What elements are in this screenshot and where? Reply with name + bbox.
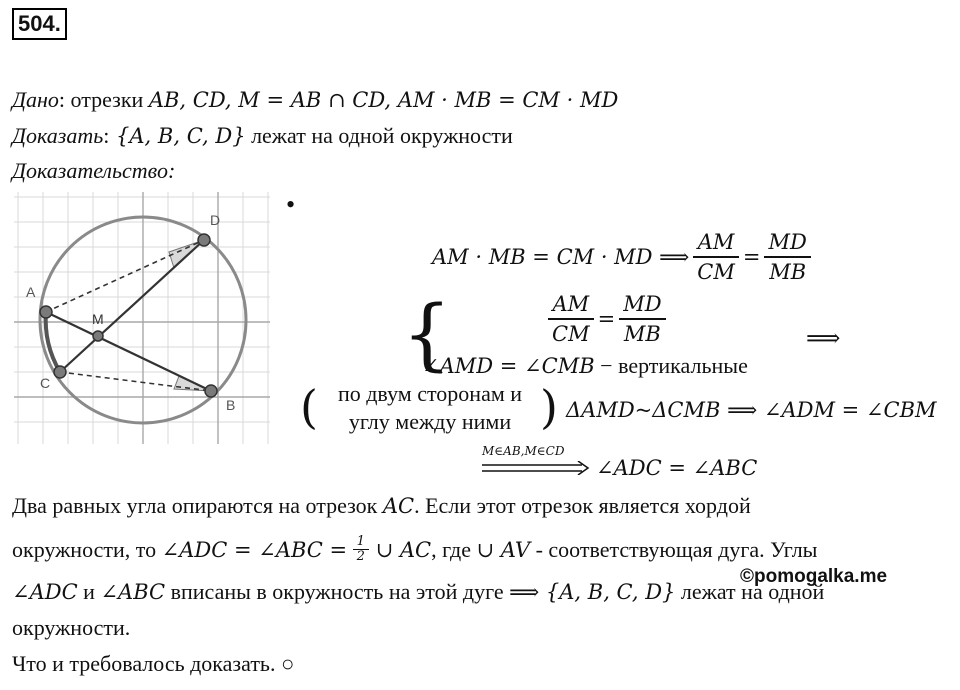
paragraph-line-2 <box>12 534 817 564</box>
text-span: окружности, то <box>12 536 162 562</box>
given-label: Дано <box>12 87 59 112</box>
text-span: и <box>77 579 101 604</box>
text-span: Два равных угла опираются на отрезок <box>12 493 383 518</box>
paragraph-line-5: Что и требовалось доказать. ○ <box>12 651 295 676</box>
text-span: - соответствующая дуга. Углы <box>530 536 818 562</box>
fraction-md-mb <box>764 228 810 286</box>
system-brace: { <box>402 290 452 380</box>
problem-number: 504. <box>12 8 67 40</box>
text-span: . Если этот отрезок является хордой <box>414 493 751 518</box>
text-span: , где <box>431 536 477 562</box>
math-span: ∠ABC <box>100 580 166 604</box>
right-paren: ) <box>540 380 558 434</box>
segment-ad <box>46 240 204 312</box>
math-span: ∪ AC <box>368 537 432 562</box>
frac-num: 1 <box>353 535 369 550</box>
system-line-2 <box>422 352 748 380</box>
math-span: ∪ AV <box>476 537 531 562</box>
frac-num: AM <box>693 228 739 258</box>
frac-num: AM <box>548 290 594 320</box>
given-colon: : <box>58 87 66 112</box>
fraction-am-cm <box>693 228 739 286</box>
product-equation: AM · MB = CM · MD ⟹ <box>432 245 690 269</box>
math-span: ⟹ {A, B, C, D} <box>509 580 676 604</box>
system-line-1 <box>548 290 666 348</box>
label-c: C <box>40 375 51 391</box>
given-line <box>12 86 618 114</box>
math-span: ∠ADC <box>12 580 78 604</box>
geometry-figure <box>14 192 270 444</box>
vertical-angles: ∠AMD = ∠CMB <box>422 354 595 378</box>
paren-text-2: углу между ними <box>348 409 512 434</box>
point-d <box>198 234 210 246</box>
point-b <box>205 385 217 397</box>
implies-arrow: ⟹ <box>806 324 841 352</box>
frac-den: CM <box>697 260 735 284</box>
point-m <box>93 331 103 341</box>
point-a <box>40 306 52 318</box>
label-m: M <box>92 311 104 327</box>
point-c <box>54 366 66 378</box>
equals-sign: = <box>742 245 761 269</box>
paren-text-1: по двум сторонам и <box>337 381 523 406</box>
watermark: ©pomogalka.me <box>740 566 888 587</box>
label-a: A <box>26 284 36 300</box>
angle-equality: ∠ADC = ∠ABC <box>596 456 758 480</box>
text-span: лежат на одной <box>675 579 825 604</box>
bullet: • <box>286 190 296 219</box>
paragraph-line-3 <box>12 578 824 606</box>
frac-num: MD <box>764 228 810 258</box>
fraction-am-cm <box>548 290 594 348</box>
prove-label: Доказать <box>12 123 104 148</box>
proof-label: Доказательство: <box>12 158 176 183</box>
left-paren: ( <box>300 380 318 434</box>
segment-ab <box>46 312 211 391</box>
fraction-one-half <box>353 535 369 564</box>
frac-den: CM <box>552 322 590 346</box>
prove-text: лежат на одной окружности <box>245 123 513 148</box>
frac-den: MB <box>769 260 807 284</box>
long-implies-arrow <box>482 461 592 475</box>
given-math: AB, CD, M = AB ∩ CD, AM · MB = CM · MD <box>148 88 619 112</box>
text-span: вписаны в окружность на этой дуге <box>165 579 510 604</box>
label-b: B <box>226 397 236 413</box>
prove-colon: : <box>103 123 110 148</box>
frac-den: 2 <box>356 549 365 565</box>
math-span: AC <box>382 494 415 518</box>
equals-sign: = <box>597 307 616 331</box>
fraction-md-mb <box>619 290 665 348</box>
derivation-line-1 <box>432 228 811 286</box>
prove-math: {A, B, C, D} <box>109 124 246 148</box>
arrow-label: M∈AB,M∈CD <box>482 444 565 458</box>
frac-num: MD <box>619 290 665 320</box>
label-d: D <box>210 212 221 228</box>
similarity-statement: ΔAMD~ΔCMB ⟹ ∠ADM = ∠CBM <box>566 398 937 422</box>
prove-line <box>12 122 513 150</box>
frac-den: MB <box>623 322 661 346</box>
paragraph-line-1 <box>12 492 751 520</box>
given-text: отрезки <box>65 87 149 112</box>
vertical-angles-text: − вертикальные <box>594 353 748 378</box>
paragraph-line-4: окружности. <box>12 615 131 640</box>
math-span: ∠ADC = ∠ABC = <box>161 537 348 562</box>
